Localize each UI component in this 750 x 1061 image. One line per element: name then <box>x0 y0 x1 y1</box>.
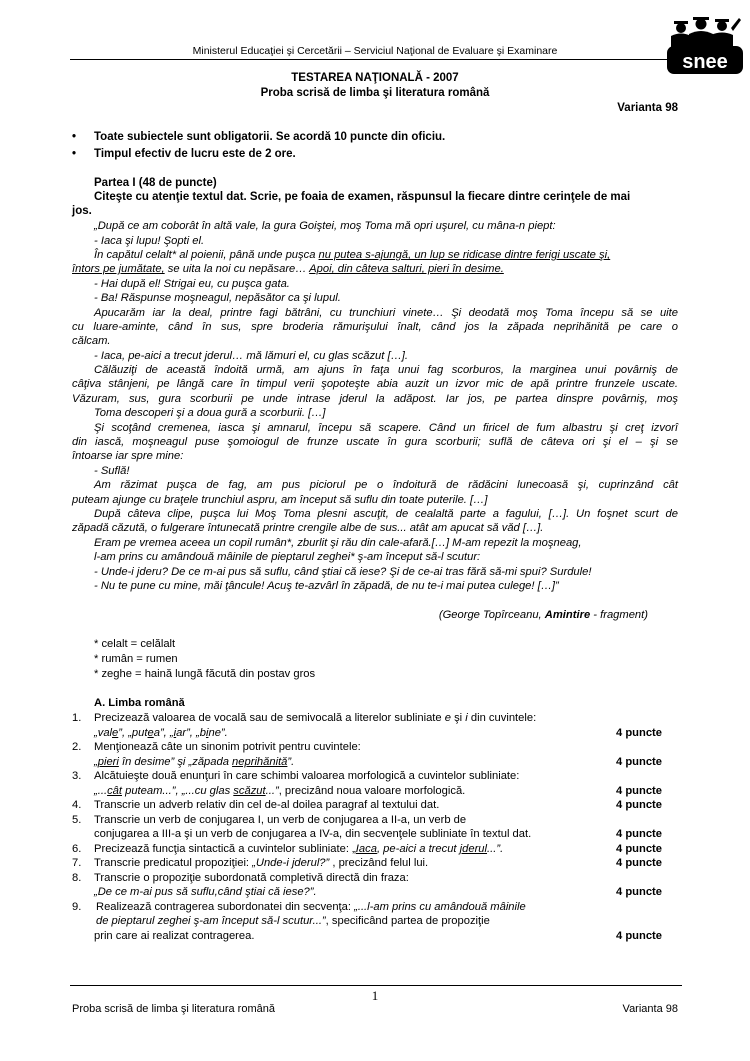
rule-text: Timpul efectiv de lucru este de 2 ore. <box>94 148 296 160</box>
question-points: 4 puncte <box>615 756 662 768</box>
text-line: l-am prins cu amândouă mâinile de pieptarul zeghei* ş-am început să-l scutur: <box>94 551 481 563</box>
source-citation <box>439 609 648 622</box>
underlined-segment: scăzut <box>233 785 266 797</box>
question-words <box>94 727 228 740</box>
text-segment: ...” <box>265 785 279 797</box>
text-segment: i <box>465 712 468 724</box>
text-segment: ”, „put <box>118 727 148 739</box>
page-number: 1 <box>371 988 379 1003</box>
underlined-segment: i <box>173 727 177 739</box>
section-a-heading: A. Limba română <box>94 697 185 709</box>
part1-heading: Partea I (48 de puncte) <box>94 177 217 189</box>
part1-instruction-cont: jos. <box>72 205 92 217</box>
text-line: puteam ajunge cu braţele trunchiul aspru, am început să suflu din toate puterile. […] <box>72 494 488 506</box>
exam-title: TESTAREA NAŢIONALĂ - 2007 <box>291 72 459 84</box>
snee-logo <box>665 14 745 76</box>
text-line: Am răzimat puşca de fag, am pus piciorul pe o îndoitură de rădăcini lunecoasă şi, cuprinzând cât <box>94 479 678 491</box>
underlined-segment: Apoi, din câteva salturi, pieri în desime. <box>309 263 504 275</box>
underlined-segment: neprihănită <box>232 756 288 768</box>
exam-subtitle: Proba scrisă de limba şi literatura română <box>260 87 490 99</box>
question-number: 2. <box>72 741 82 753</box>
question-text-cont <box>96 915 490 928</box>
text-segment: Precizează valoarea de vocală sau de semivocală a literelor subliniate <box>94 712 445 724</box>
question-text <box>94 712 536 725</box>
source-work: Amintire <box>544 609 591 621</box>
text-line: - Hai după el! Strigai eu, cu puşca gata. <box>94 278 290 290</box>
text-line <box>72 263 504 276</box>
text-segment: puteam...”, „...cu glas <box>122 785 234 797</box>
text-line: călcam. <box>72 335 111 347</box>
header-rule <box>70 59 682 60</box>
text-segment: ...”. <box>487 843 504 855</box>
bullet-icon: • <box>72 148 77 160</box>
source-author: (George Topîrceanu, <box>438 609 545 621</box>
question-number: 7. <box>72 857 82 869</box>
question-text: Transcrie un adverb relativ din cel de-al doilea paragraf al textului dat. <box>94 799 440 811</box>
variant-label: Varianta 98 <box>617 102 678 114</box>
text-line: Văzuram, sus, gura scorburii pe unde intrase jderul la adăpost. Iar jos, pe partea dinspre povârniş, moş <box>72 393 678 405</box>
text-segment: e <box>444 712 451 724</box>
underlined-segment: întors pe jumătate, <box>72 263 165 275</box>
underlined-segment: cât <box>107 785 122 797</box>
text-segment: „Unde-i jderul?” <box>252 857 330 869</box>
underlined-segment: pieri <box>97 756 119 768</box>
question-words <box>94 785 465 798</box>
text-segment: În capătul celalt* al poienii, până unde puşca <box>94 249 319 261</box>
text-segment: a”, „ <box>153 727 174 739</box>
text-line <box>94 249 610 262</box>
text-line: Călăuziţi de această îndoită urmă, am ajuns în faţa unui fag scorburos, la marginea unui povârniş de <box>94 364 678 376</box>
question-number: 6. <box>72 843 82 855</box>
question-number: 8. <box>72 872 82 884</box>
underlined-segment: e <box>112 727 119 739</box>
text-line: - Suflă! <box>94 465 130 477</box>
text-line: Şi scoţând cremenea, iasca şi amnarul, începu să scapere. Când un firicel de fum albastru şi creţ izvorî <box>94 422 678 434</box>
underlined-segment: jderul <box>459 843 488 855</box>
question-points: 4 puncte <box>615 843 662 855</box>
question-text <box>96 901 526 914</box>
text-segment: Transcrie predicatul propoziţiei: <box>94 857 253 869</box>
logo-text: snee <box>682 51 728 73</box>
question-text: Transcrie o propoziţie subordonată completivă directă din fraza: <box>94 872 409 884</box>
text-segment: se uita la noi cu nepăsare… <box>164 263 310 275</box>
question-text <box>94 843 503 856</box>
text-segment: Precizează funcţia sintactică a cuvintelor subliniate: „ <box>94 843 356 855</box>
text-line: zăpadă căzută, o fulgerare întunecată printre crengile albe de sus... atât am apucat să văd […]. <box>72 522 544 534</box>
text-segment: , precizând noua valoare morfologică. <box>278 785 466 797</box>
question-points: 4 puncte <box>615 799 662 811</box>
text-line: - Iaca, pe-aici a trecut jderul… mă lămuri el, cu glas scăzut […]. <box>94 350 408 362</box>
text-segment: ”. <box>287 756 295 768</box>
text-segment: , pe-aici a trecut <box>376 843 460 855</box>
text-segment: în desime” şi „zăpada <box>118 756 233 768</box>
text-segment: şi <box>450 712 466 724</box>
text-segment: , specificând partea de propoziţie <box>325 915 490 927</box>
question-number: 1. <box>72 712 82 724</box>
text-segment: de pieptarul zeghei ş-am început să-l scutur...” <box>96 915 326 927</box>
question-number: 5. <box>72 814 82 826</box>
text-line: Toma descoperi şi a doua gură a scorburii. […] <box>94 407 326 419</box>
question-words: „De ce m-ai pus să suflu,când ştiai că iese?”. <box>94 886 317 898</box>
text-segment: ne”. <box>208 727 228 739</box>
underlined-segment: e <box>147 727 154 739</box>
question-points: 4 puncte <box>615 785 662 797</box>
text-line: din iască, moşneagul puse şomoiogul de frunze uscate în gura scorburii; suflă de câteva ori şi el – şi se <box>72 436 678 448</box>
text-line: cu luare-aminte, când în sus, spre broderia rămurişului înalt, când jos la zăpada neprihănită pe care o <box>72 321 678 333</box>
text-segment: Realizează contragerea subordonatei din secvenţa: <box>96 901 355 913</box>
text-line: „După ce am coborât în altă vale, la gura Goiştei, moş Toma mă opri uşurel, cu mâna-n piept: <box>94 220 556 232</box>
question-points: 4 puncte <box>615 930 662 942</box>
underlined-segment: Iaca <box>355 843 377 855</box>
question-text: Transcrie un verb de conjugarea I, un verb de conjugarea a II-a, un verb de <box>94 814 467 826</box>
question-points: 4 puncte <box>615 727 662 739</box>
question-text <box>94 857 428 870</box>
part1-instruction: Citeşte cu atenţie textul dat. Scrie, pe foaia de examen, răspunsul la fiecare dintre cerinţele de mai <box>94 191 631 203</box>
question-text-cont: conjugarea a III-a şi un verb de conjugarea a IV-a, din secvenţele subliniate în textul dat. <box>94 828 532 840</box>
question-points: 4 puncte <box>615 857 662 869</box>
question-number: 9. <box>72 901 82 913</box>
question-number: 4. <box>72 799 82 811</box>
rule-text: Toate subiectele sunt obligatorii. Se acordă 10 puncte din oficiu. <box>94 131 446 143</box>
text-line: - Ba! Răspunse moşneagul, nepăsător ca şi lupul. <box>94 292 341 304</box>
underlined-segment: i <box>205 727 209 739</box>
text-line: - Iaca şi lupu! Şopti el. <box>94 235 205 247</box>
text-segment: „... <box>94 785 108 797</box>
footnote: * rumân = rumen <box>94 653 178 665</box>
ministry-header: Ministerul Educaţiei şi Cercetării – Serviciul Naţional de Evaluare şi Examinare <box>192 45 558 57</box>
question-text-cont: prin care ai realizat contragerea. <box>94 930 255 942</box>
text-line: întoarse iar spre mine: <box>72 450 184 462</box>
source-rest: - fragment) <box>590 609 648 621</box>
footnote: * celalt = celălalt <box>94 638 176 650</box>
question-points: 4 puncte <box>615 828 662 840</box>
question-text: Alcătuieşte două enunţuri în care schimbi valoarea morfologică a cuvintelor subliniate: <box>94 770 520 782</box>
text-segment: „ <box>94 756 98 768</box>
text-line: După câteva clipe, puşca lui Moş Toma plesni ascuţit, de cealaltă parte a fagului, […]. Un foşnet scurt de <box>94 508 678 520</box>
text-segment: ar”, „b <box>176 727 206 739</box>
text-segment: „...l-am prins cu amândouă mâinile <box>354 901 526 913</box>
question-number: 3. <box>72 770 82 782</box>
text-line: Eram pe vremea aceea un copil rumân*, zburlit şi rău din cale-afară.[…] M-am repezit la moşneag, <box>94 537 582 549</box>
footnote: * zeghe = haină lungă făcută din postav gros <box>94 668 316 680</box>
question-words <box>94 756 294 769</box>
text-line: câţiva stânjeni, pe lângă care în timpul verii şopoteşte abia auzit un izvor mic de apă printre frunzele uscate. <box>72 378 678 390</box>
bullet-icon: • <box>72 131 77 143</box>
footer-rule <box>70 985 682 986</box>
question-text: Menţionează câte un sinonim potrivit pentru cuvintele: <box>94 741 361 753</box>
footer-right: Varianta 98 <box>622 1003 678 1015</box>
text-segment: din cuvintele: <box>467 712 537 724</box>
text-segment: „val <box>94 727 113 739</box>
underlined-segment: nu putea s-ajungă, un lup se ridicase dintre ferigi uscate şi, <box>318 249 611 261</box>
text-segment: , precizând felul lui. <box>329 857 429 869</box>
question-points: 4 puncte <box>615 886 662 898</box>
footer-left: Proba scrisă de limba şi literatura română <box>72 1003 275 1015</box>
text-line: Apucarăm iar la deal, printre fagi bătrâni, cu trunchiuri vinete… Şi deodată moş Toma începu să se uite <box>94 307 678 319</box>
text-line: - Nu te pune cu mine, măi ţâncule! Acuş te-azvârl în zăpadă, de nu te-i mai putea culege! […]” <box>94 580 559 592</box>
text-line: - Unde-i jderu? De ce m-ai pus să suflu, când ştiai că iese? Şi de ce-ai tras fără să-mi spui? Surdule! <box>94 566 592 578</box>
